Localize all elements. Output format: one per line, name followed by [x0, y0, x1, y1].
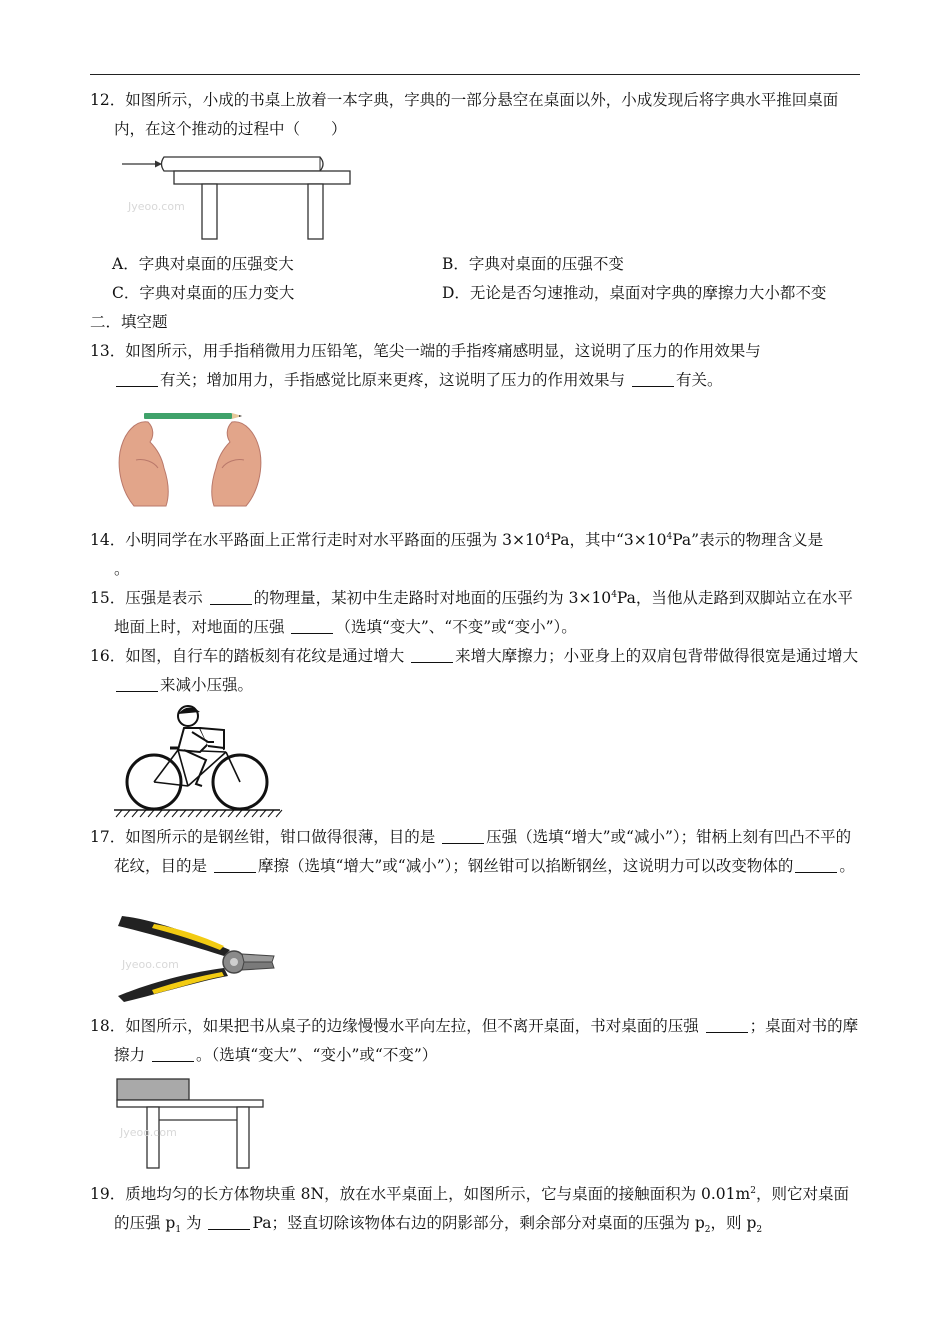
- q19-text-4: Pa；竖直切除该物体右边的阴影部分，剩余部分对桌面的压强为 p: [252, 1214, 705, 1232]
- exponent: 4: [544, 531, 551, 542]
- q18-text-2: ；桌面对书的摩擦力: [114, 1017, 859, 1064]
- watermark: Jyeoo.com: [120, 1126, 177, 1139]
- q15-text-4: （选填“变大”、“不变”或“变小”）。: [335, 618, 577, 636]
- q13-text-3: 有关。: [675, 371, 723, 389]
- q14-text-4: 。: [114, 560, 130, 578]
- question-12: [90, 86, 860, 144]
- q19-text-1: 19．质地均匀的长方体物块重 8N，放在水平桌面上，如图所示，它与桌面的接触面积为 0.01m: [90, 1185, 751, 1203]
- answer-blank[interactable]: [632, 372, 674, 387]
- watermark: Jyeoo.com: [128, 200, 185, 213]
- q13-text-2: 有关；增加用力，手指感觉比原来更疼，这说明了压力的作用效果与: [160, 371, 626, 389]
- q18-text-1: 18．如图所示，如果把书从桌子的边缘慢慢水平向左拉，但不离开桌面，书对桌面的压强: [90, 1017, 699, 1035]
- answer-blank[interactable]: [795, 858, 837, 873]
- q14-text-1: 14．小明同学在水平路面上正常行走时对水平路面的压强为 3×10: [90, 531, 545, 549]
- q15-text-1: 15．压强是表示: [90, 589, 203, 607]
- q18-text-3: 。（选填“变大”、“变小”或“不变”）: [195, 1046, 438, 1064]
- question-12-text: 12．如图所示，小成的书桌上放着一本字典，字典的一部分悬空在桌面以外，小成发现后将字典水平推回桌面内，在这个推动的过程中（ ）: [90, 91, 839, 138]
- answer-blank[interactable]: [152, 1047, 194, 1062]
- answer-blank[interactable]: [411, 648, 453, 663]
- question-18: [90, 1012, 860, 1070]
- answer-blank[interactable]: [706, 1018, 748, 1033]
- figure-hands-pressing-pencil: [114, 402, 266, 518]
- answer-blank[interactable]: [116, 677, 158, 692]
- figure-book-on-table: [112, 1074, 268, 1172]
- answer-blank[interactable]: [116, 372, 158, 387]
- q14-text-3: Pa”表示的物理含义是: [672, 531, 824, 549]
- q15-text-2: 的物理量，某初中生走路时对地面的压强约为 3×10: [253, 589, 612, 607]
- question-12-options: [112, 250, 862, 308]
- question-14: [90, 526, 860, 584]
- q16-text-3: 来减小压强。: [160, 676, 254, 694]
- q16-text-2: 来增大摩擦力；小亚身上的双肩包背带做得很宽是通过增大: [455, 647, 859, 665]
- watermark: Jyeoo.com: [122, 958, 179, 971]
- exponent: 2: [750, 1185, 756, 1196]
- subscript: 2: [704, 1225, 711, 1236]
- q17-text-1: 17．如图所示的是钢丝钳，钳口做得很薄，目的是: [90, 828, 436, 846]
- q15-text-3: Pa，当他从走路到双脚站立在水平地面上时，对地面的压强: [114, 589, 853, 636]
- answer-blank[interactable]: [208, 1215, 250, 1230]
- figure-pliers: [112, 912, 278, 1004]
- answer-blank[interactable]: [214, 858, 256, 873]
- question-16: [90, 642, 860, 700]
- q19-text-2: ，则它对桌面的压强 p: [114, 1185, 849, 1232]
- header-rule: [90, 74, 860, 75]
- q14-text-2: Pa，其中“3×10: [550, 531, 667, 549]
- answer-blank[interactable]: [442, 829, 484, 844]
- q17-text-4: 。: [839, 857, 855, 875]
- q17-text-3: 摩擦（选填“增大”或“减小”）；钢丝钳可以掐断钢丝，这说明力可以改变物体的: [257, 857, 794, 875]
- q19-text-5: ，则 p: [710, 1214, 757, 1232]
- exponent: 4: [611, 589, 617, 600]
- question-17: [90, 823, 860, 881]
- option-d: D．无论是否匀速推动，桌面对字典的摩擦力大小都不变: [442, 284, 827, 302]
- exponent: 4: [666, 531, 673, 542]
- option-a: A．字典对桌面的压强变大: [112, 255, 294, 273]
- q19-text-3: 为: [181, 1214, 202, 1232]
- q13-text-1: 13．如图所示，用手指稍微用力压铅笔，笔尖一端的手指疼痛感明显，这说明了压力的作用效果与: [90, 342, 761, 360]
- figure-bicycle-rider: [112, 700, 284, 818]
- subscript: 2: [756, 1225, 763, 1236]
- figure-dictionary-on-desk: [118, 150, 358, 246]
- option-c: C．字典对桌面的压力变大: [112, 284, 295, 302]
- question-19: [90, 1180, 860, 1238]
- section-title: 二．填空题: [90, 313, 168, 331]
- option-b: B．字典对桌面的压强不变: [442, 255, 624, 273]
- question-15: [90, 584, 860, 642]
- subscript: 1: [175, 1225, 182, 1236]
- q17-text-2: 压强（选填“增大”或“减小”）；钳柄上刻有凹凸不平的花纹，目的是: [114, 828, 852, 875]
- answer-blank[interactable]: [291, 619, 333, 634]
- question-13: [90, 337, 860, 395]
- answer-blank[interactable]: [210, 590, 252, 605]
- q16-text-1: 16．如图，自行车的踏板刻有花纹是通过增大: [90, 647, 405, 665]
- section-heading: [90, 308, 860, 337]
